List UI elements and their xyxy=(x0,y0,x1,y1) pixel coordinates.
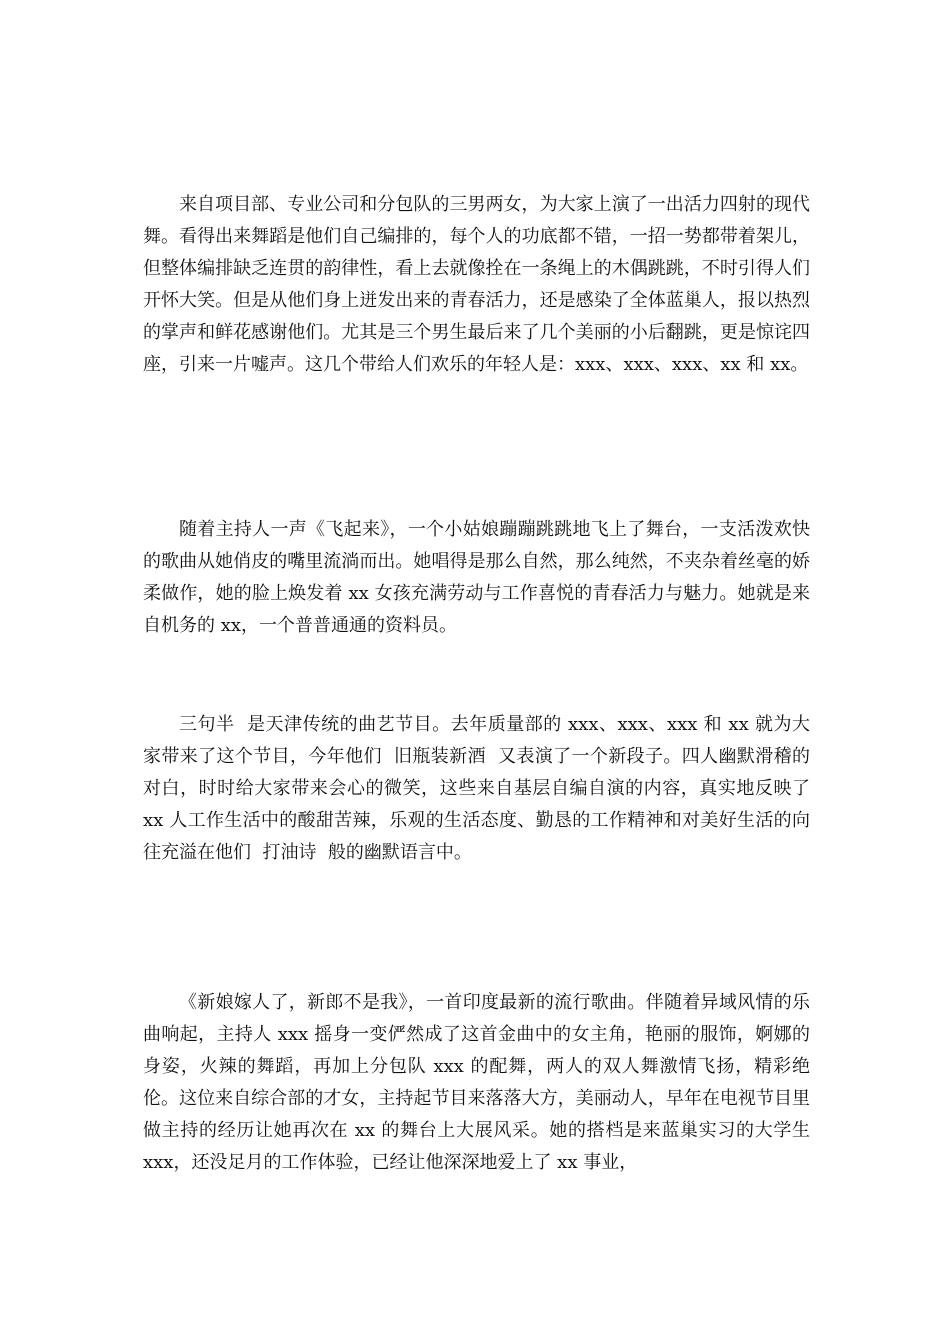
paragraph-dance-performance: 来自项目部、专业公司和分包队的三男两女，为大家上演了一出活力四射的现代舞。看得出来舞蹈是他们自己编排的，每个人的功底都不错，一招一势都带着架儿，但整体编排缺乏连贯的韵律性，看上去就像拴在一条绳上的木偶跳跳，不时引得人们开怀大笑。但是从他们身上迸发出来的青春活力，还是感染了全体蓝巢人，报以热烈的掌声和鲜花感谢他们。尤其是三个男生最后来了几个美丽的小后翻跳，更是惊诧四座，引来一片嘘声。这几个带给人们欢乐的年轻人是：xxx、xxx、xxx、xx 和 xx。 xyxy=(143,194,810,375)
paragraph-indian-song: 《新娘嫁人了，新郎不是我》，一首印度最新的流行歌曲。伴随着异域风情的乐曲响起，主持人 xxx 摇身一变俨然成了这首金曲中的女主角，艳丽的服饰，婀娜的身姿，火辣的舞蹈，再加上分包队 xxx 的配舞，两人的双人舞激情飞扬，精彩绝伦。这位来自综合部的才女，主持起节目来落落大方，美丽动人，早年在电视节目里做主持的经历让她再次在 xx 的舞台上大展风采。她的搭档是来蓝巢实习的大学生 xxx，还没足月的工作体验，已经让他深深地爱上了 xx 事业， xyxy=(143,992,816,1173)
paragraph-three-and-a-half-sentences: 三句半 是天津传统的曲艺节目。去年质量部的 xxx、xxx、xxx 和 xx 就为大家带来了这个节目，今年他们 旧瓶装新酒 又表演了一个新段子。四人幽默滑稽的对白，时时给大家带来会心的微笑，这些来自基层自编自演的内容，真实地反映了 xx 人工作生活中的酸甜苦辣，乐观的生活态度、勤恳的工作精神和对美好生活的向往充溢在他们 打油诗 般的幽默语言中。 xyxy=(143,714,816,863)
paragraph-song-fly-up: 随着主持人一声《飞起来》，一个小姑娘蹦蹦跳跳地飞上了舞台，一支活泼欢快的歌曲从她俏皮的嘴里流淌而出。她唱得是那么自然，那么纯然，不夹杂着丝毫的娇柔做作，她的脸上焕发着 xx 女孩充满劳动与工作喜悦的青春活力与魅力。她就是来自机务的 xx，一个普普通通的资料员。 xyxy=(143,519,810,636)
